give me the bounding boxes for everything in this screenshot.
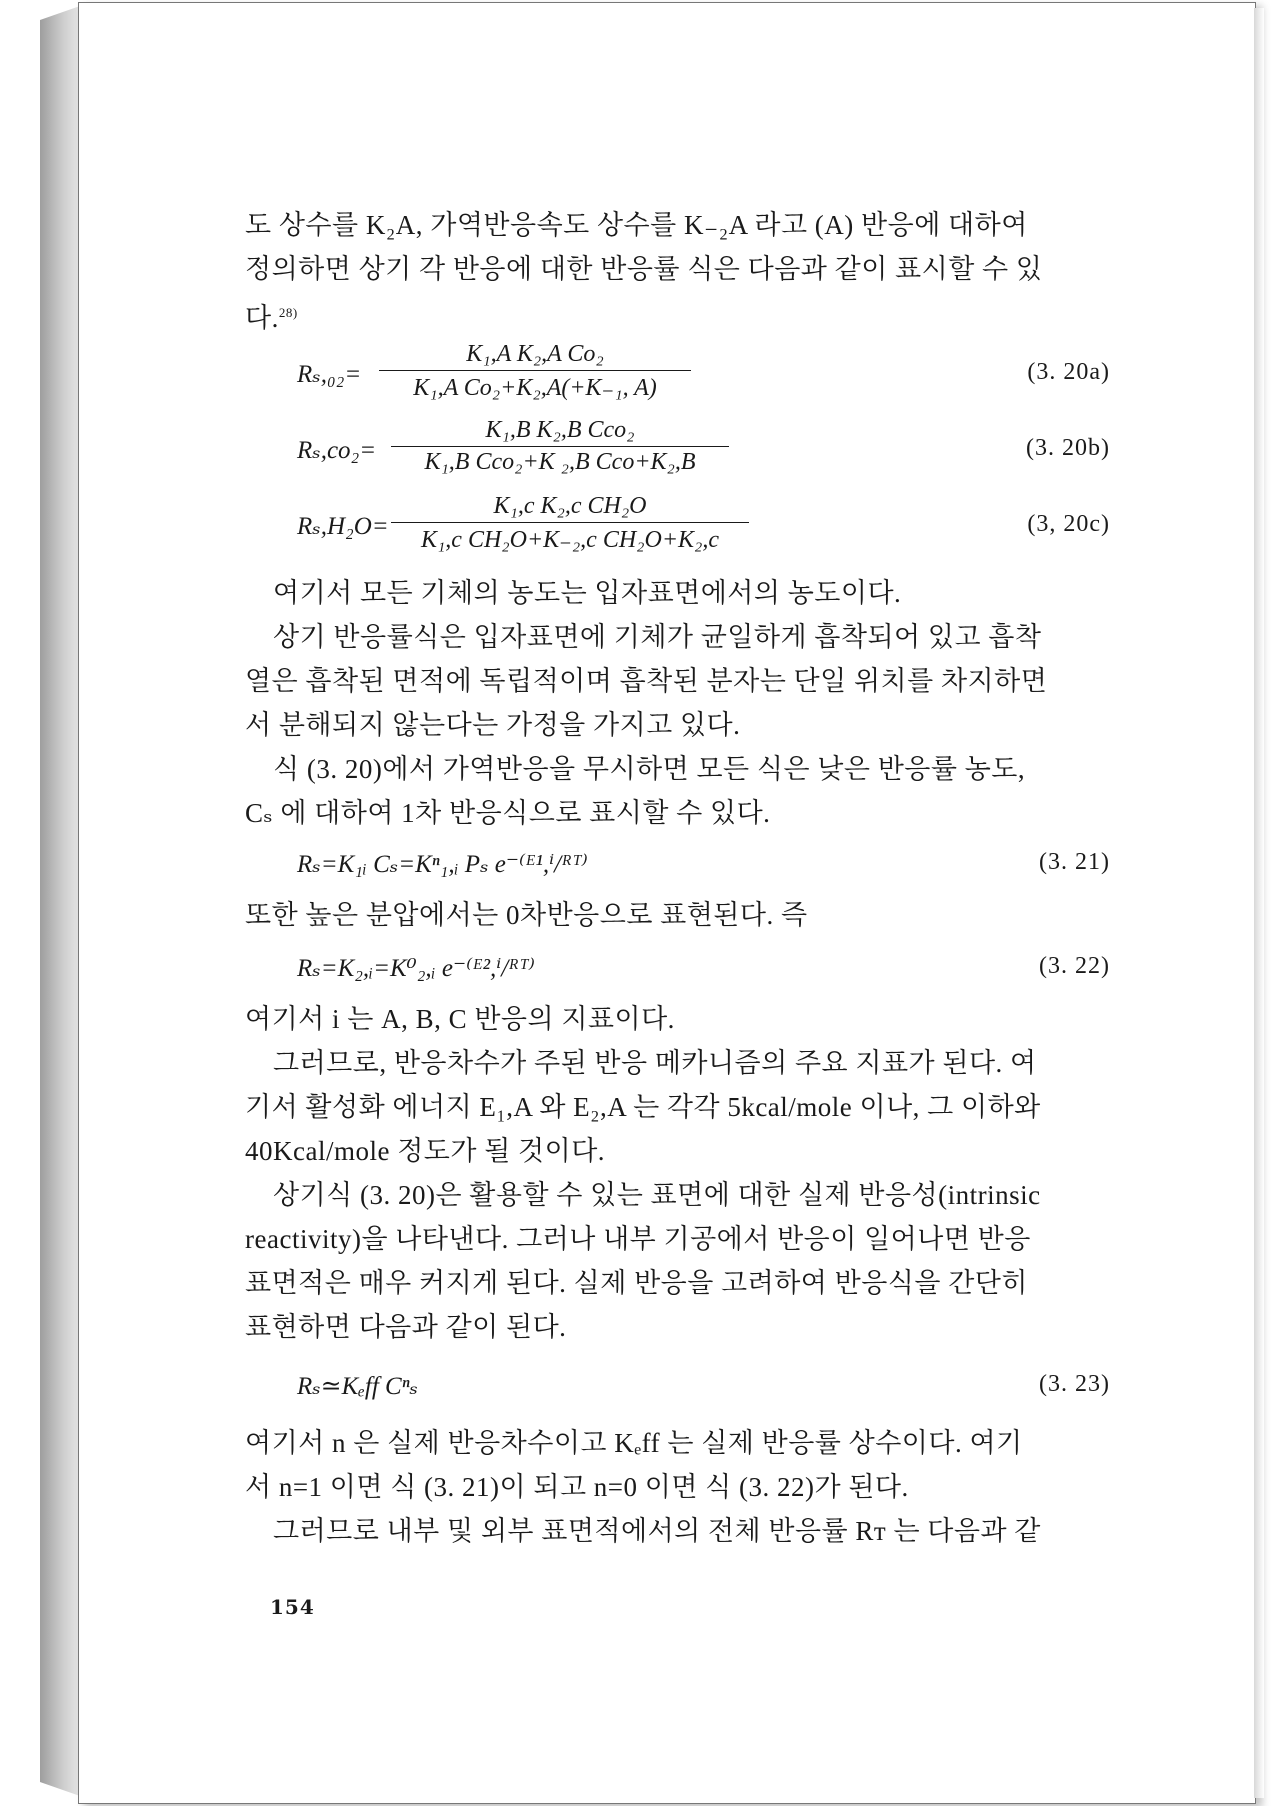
equation-3-22 — [245, 937, 1110, 997]
text-line: reactivity)을 나타낸다. 그러나 내부 기공에서 반응이 일어나면 반응 — [245, 1224, 1031, 1254]
equation-3-20a — [245, 335, 1110, 413]
equation-expression: Rₛ=K₁ᵢ Cₛ=Kⁿ₁,ᵢ Pₛ e⁻⁽ᴱ¹,ⁱ/ᴿᵀ⁾ — [297, 851, 588, 878]
text-line: Cₛ 에 대하여 1차 반응식으로 표시할 수 있다. — [245, 798, 771, 828]
equation-lhs: Rₛ,co₂= — [297, 437, 377, 464]
text-line: 열은 흡착된 면적에 독립적이며 흡착된 분자는 단일 위치를 차지하면 — [245, 666, 1048, 696]
denominator: K₁,c CH₂O+K₋₂,c CH₂O+K₂,c — [420, 527, 720, 553]
equation-3-20b — [245, 413, 1110, 489]
fraction-bar — [391, 446, 729, 447]
book-spine — [40, 6, 80, 1796]
numerator: K₁,c K₂,c CH₂O — [493, 493, 647, 519]
text-line: 그러므로, 반응차수가 주된 반응 메카니즘의 주요 지표가 된다. 여 — [273, 1048, 1037, 1078]
numerator: K₁,A K₂,A Co₂ — [466, 341, 604, 367]
equation-3-20c — [245, 489, 1110, 569]
denominator: K₁,B Cco₂+K ₂,B Cco+K₂,B — [424, 449, 696, 475]
text-line: 또한 높은 분압에서는 0차반응으로 표현된다. 즉 — [245, 900, 808, 930]
paragraph-total-rate — [245, 1421, 1110, 1553]
text-line: 정의하면 상기 각 반응에 대한 반응률 식은 다음과 같이 표시할 수 있 — [245, 254, 1043, 284]
text-line: 서 n=1 이면 식 (3. 21)이 되고 n=0 이면 식 (3. 22)가 된다. — [245, 1472, 909, 1502]
text-line: 여기서 n 은 실제 반응차수이고 Kₑff 는 실제 반응률 상수이다. 여기 — [245, 1428, 1023, 1458]
text-line — [245, 291, 1110, 335]
denominator: K₁,A Co₂+K₂,A(+K₋₁, A) — [413, 375, 657, 401]
equation-expression: Rₛ=K₂,ᵢ=K⁰₂,ᵢ e⁻⁽ᴱ²,ⁱ/ᴿᵀ⁾ — [297, 955, 535, 982]
equation-number: (3. 22) — [1039, 953, 1110, 979]
equation-3-21 — [245, 835, 1110, 893]
text-line: 그러므로 내부 및 외부 표면적에서의 전체 반응률 Rᴛ 는 다음과 같 — [273, 1516, 1041, 1546]
numerator: K₁,B K₂,B Cco₂ — [485, 417, 635, 443]
fraction-bar — [391, 522, 749, 523]
fraction — [379, 341, 691, 402]
text-line: 40Kcal/mole 정도가 될 것이다. — [245, 1136, 606, 1166]
text-line: 상기식 (3. 20)은 활용할 수 있는 표면에 대한 실제 반응성(intrinsic — [273, 1180, 1041, 1210]
paragraph-assumptions — [245, 571, 1110, 835]
text-line: 식 (3. 20)에서 가역반응을 무시하면 모든 식은 낮은 반응률 농도, — [273, 754, 1026, 784]
equation-lhs: Rₛ,₀₂= — [297, 361, 362, 388]
text-line: 도 상수를 K₂A, 가역반응속도 상수를 K₋₂A 라고 (A) 반응에 대하여 — [245, 210, 1028, 240]
equation-number: (3. 20b) — [1026, 435, 1110, 461]
equation-expression: Rₛ≃Kₑff Cⁿₛ — [297, 1373, 418, 1400]
text-line: 기서 활성화 에너지 E₁,A 와 E₂,A 는 각각 5kcal/mole 이나, 그 이하와 — [245, 1092, 1041, 1122]
fraction — [391, 493, 749, 554]
text-line: 표현하면 다음과 같이 된다. — [245, 1312, 567, 1342]
equation-lhs: Rₛ,H₂O= — [297, 513, 389, 540]
paragraph-intro — [245, 203, 1110, 335]
equation-number: (3. 23) — [1039, 1371, 1110, 1397]
equation-3-23 — [245, 1349, 1110, 1421]
text-line: 여기서 모든 기체의 농도는 입자표면에서의 농도이다. — [273, 578, 902, 608]
text-line: 상기 반응률식은 입자표면에 기체가 균일하게 흡착되어 있고 흡착 — [273, 622, 1042, 652]
text-line: 표면적은 매우 커지게 된다. 실제 반응을 고려하여 반응식을 간단히 — [245, 1268, 1028, 1298]
text-fragment: 다. — [245, 303, 279, 333]
text-line: 여기서 i 는 A, B, C 반응의 지표이다. — [245, 1004, 675, 1034]
equation-number: (3, 20c) — [1027, 511, 1110, 537]
text-line: 서 분해되지 않는다는 가정을 가지고 있다. — [245, 710, 741, 740]
page-edge — [1254, 8, 1264, 1798]
page-content — [245, 203, 1110, 1553]
footnote-ref: 28) — [278, 305, 298, 320]
equation-number: (3. 20a) — [1027, 359, 1110, 385]
equation-number: (3. 21) — [1039, 849, 1110, 875]
page-number: 154 — [270, 1595, 315, 1619]
paragraph-reaction-order — [245, 997, 1110, 1349]
fraction-bar — [379, 370, 691, 371]
fraction — [391, 417, 729, 476]
